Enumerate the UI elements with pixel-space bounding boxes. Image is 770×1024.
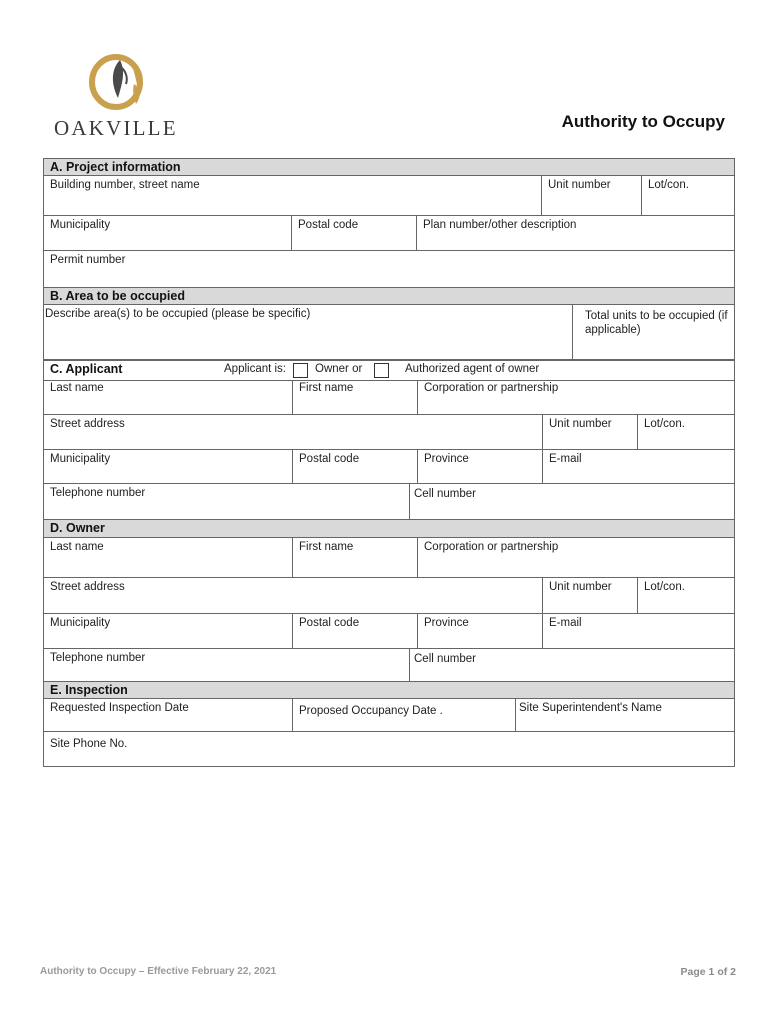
applicant-corporation-field[interactable] xyxy=(417,380,735,415)
applicant-municipality-label: Municipality xyxy=(50,453,111,465)
applicant-municipality-field[interactable] xyxy=(43,449,293,484)
owner-first-name-field[interactable] xyxy=(292,537,418,578)
oakville-emblem-icon xyxy=(82,54,154,114)
owner-postal-code-label: Postal code xyxy=(299,617,360,629)
owner-first-name-label: First name xyxy=(299,541,354,553)
requested-inspection-date-label: Requested Inspection Date xyxy=(50,702,189,714)
section-e-header: E. Inspection xyxy=(43,681,735,699)
applicant-email-field[interactable] xyxy=(542,449,735,484)
owner-cell-label: Cell number xyxy=(414,653,476,665)
owner-corporation-label: Corporation or partnership xyxy=(424,541,559,553)
area-description-field[interactable] xyxy=(43,304,573,360)
requested-inspection-date-field[interactable] xyxy=(43,698,293,732)
applicant-postal-code-field[interactable] xyxy=(292,449,418,484)
owner-municipality-field[interactable] xyxy=(43,613,293,649)
agent-checkbox[interactable] xyxy=(374,363,389,378)
applicant-last-name-field[interactable] xyxy=(43,380,293,415)
site-phone-field[interactable] xyxy=(43,731,735,767)
logo-wordmark: OAKVILLE xyxy=(54,116,178,140)
total-units-field[interactable] xyxy=(572,304,735,360)
proposed-occupancy-date-field[interactable] xyxy=(292,698,516,732)
owner-email-label: E-mail xyxy=(549,617,582,629)
applicant-postal-code-label: Postal code xyxy=(299,453,360,465)
owner-checkbox[interactable] xyxy=(293,363,308,378)
project-municipality-field[interactable] xyxy=(43,215,292,251)
applicant-cell-label: Cell number xyxy=(414,488,476,500)
project-unit-number-label: Unit number xyxy=(548,179,611,191)
applicant-email-label: E-mail xyxy=(549,453,582,465)
section-c-title: C. Applicant xyxy=(50,362,123,376)
agent-option-label: Authorized agent of owner xyxy=(405,363,540,375)
total-units-label: Total units to be occupied (if applicable) xyxy=(585,310,728,336)
owner-cell-field[interactable] xyxy=(409,648,735,682)
project-lot-con-field[interactable] xyxy=(641,175,735,216)
owner-postal-code-field[interactable] xyxy=(292,613,418,649)
oakville-logo xyxy=(52,54,176,140)
applicant-telephone-field[interactable] xyxy=(43,483,410,520)
owner-street-label: Street address xyxy=(50,581,125,593)
project-postal-code-field[interactable] xyxy=(291,215,417,251)
permit-number-field[interactable] xyxy=(43,250,735,288)
applicant-lot-con-label: Lot/con. xyxy=(644,418,685,430)
applicant-unit-number-label: Unit number xyxy=(549,418,612,430)
plan-number-field[interactable] xyxy=(416,215,735,251)
section-a-header: A. Project information xyxy=(43,158,735,176)
owner-telephone-field[interactable] xyxy=(43,648,410,682)
permit-number-label: Permit number xyxy=(50,254,126,266)
section-c-header xyxy=(43,360,735,381)
site-superintendent-field[interactable] xyxy=(515,698,735,732)
project-municipality-label: Municipality xyxy=(50,219,111,231)
owner-last-name-label: Last name xyxy=(50,541,104,553)
site-superintendent-label: Site Superintendent's Name xyxy=(519,702,662,714)
applicant-street-field[interactable] xyxy=(43,414,543,450)
applicant-telephone-label: Telephone number xyxy=(50,487,146,499)
owner-province-field[interactable] xyxy=(417,613,543,649)
plan-number-label: Plan number/other description xyxy=(423,219,577,231)
applicant-last-name-label: Last name xyxy=(50,382,104,394)
owner-province-label: Province xyxy=(424,617,469,629)
project-lot-con-label: Lot/con. xyxy=(648,179,689,191)
owner-last-name-field[interactable] xyxy=(43,537,293,578)
applicant-lot-con-field[interactable] xyxy=(637,414,735,450)
owner-lot-con-label: Lot/con. xyxy=(644,581,685,593)
section-d-header: D. Owner xyxy=(43,519,735,538)
owner-street-field[interactable] xyxy=(43,577,543,614)
applicant-first-name-field[interactable] xyxy=(292,380,418,415)
document-title: Authority to Occupy xyxy=(561,112,725,131)
owner-unit-number-label: Unit number xyxy=(549,581,612,593)
applicant-cell-field[interactable] xyxy=(409,483,735,520)
page-number: Page 1 of 2 xyxy=(680,966,736,978)
proposed-occupancy-date-label: Proposed Occupancy Date . xyxy=(299,705,443,717)
owner-lot-con-field[interactable] xyxy=(637,577,735,614)
section-b-header: B. Area to be occupied xyxy=(43,287,735,305)
owner-municipality-label: Municipality xyxy=(50,617,111,629)
building-street-label: Building number, street name xyxy=(50,179,200,191)
owner-option-label: Owner or xyxy=(315,363,363,375)
owner-corporation-field[interactable] xyxy=(417,537,735,578)
project-postal-code-label: Postal code xyxy=(298,219,359,231)
owner-email-field[interactable] xyxy=(542,613,735,649)
owner-unit-number-field[interactable] xyxy=(542,577,638,614)
area-description-label: Describe area(s) to be occupied (please be specific) xyxy=(45,308,311,320)
applicant-province-label: Province xyxy=(424,453,469,465)
project-unit-number-field[interactable] xyxy=(541,175,642,216)
applicant-unit-number-field[interactable] xyxy=(542,414,638,450)
applicant-street-label: Street address xyxy=(50,418,125,430)
applicant-province-field[interactable] xyxy=(417,449,543,484)
footer-document-info: Authority to Occupy – Effective February 22, 2021 xyxy=(40,966,277,977)
building-street-field[interactable] xyxy=(43,175,542,216)
owner-telephone-label: Telephone number xyxy=(50,652,146,664)
applicant-corporation-label: Corporation or partnership xyxy=(424,382,559,394)
applicant-first-name-label: First name xyxy=(299,382,354,394)
site-phone-label: Site Phone No. xyxy=(50,738,128,750)
applicant-is-label: Applicant is: xyxy=(224,363,287,375)
